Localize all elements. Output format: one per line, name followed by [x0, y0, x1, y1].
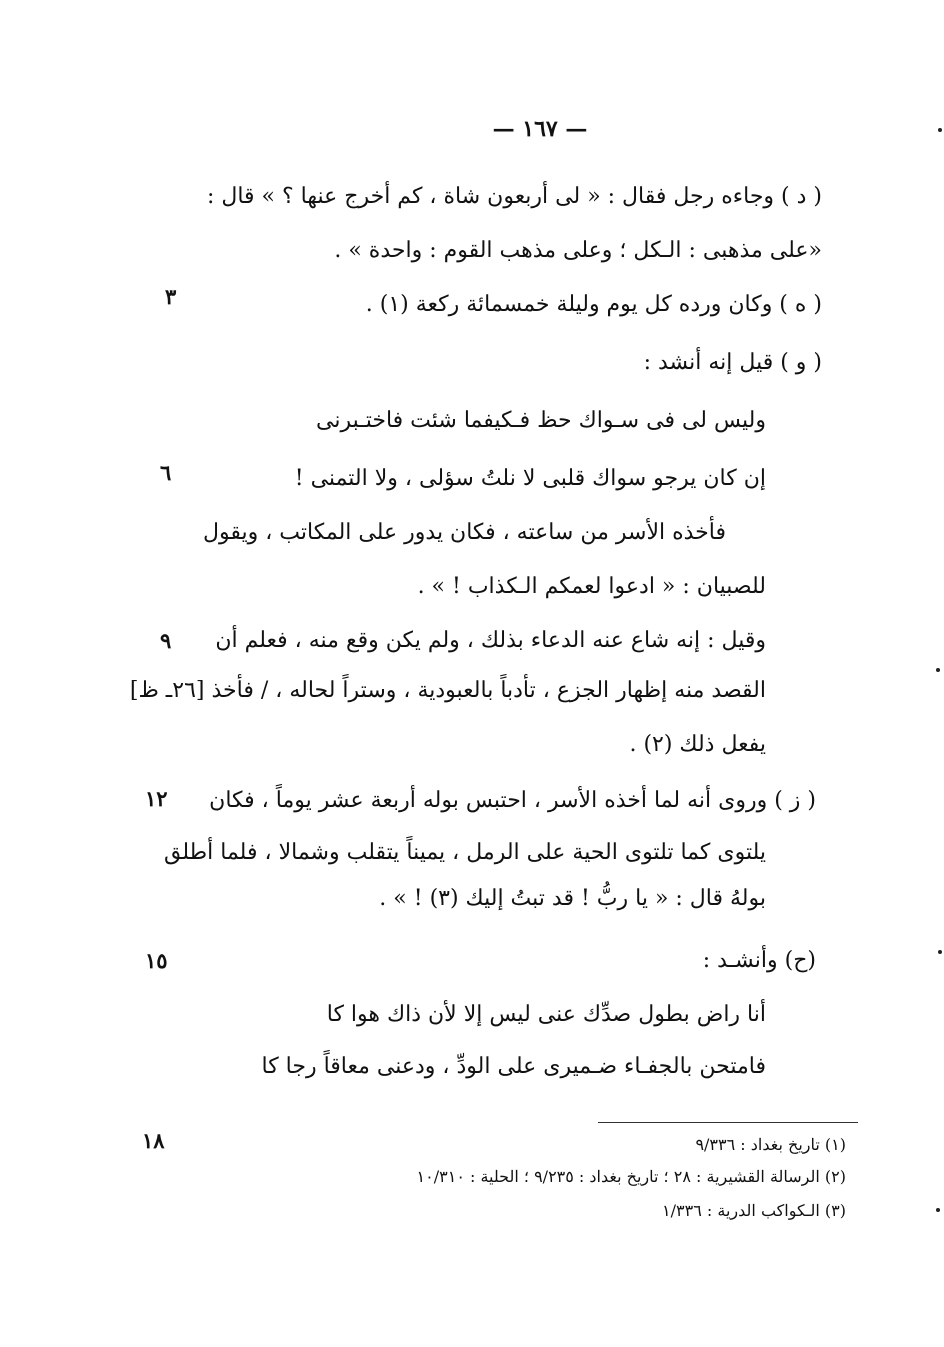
verse-line-2: إن كان يرجو سواك قلبى لا نلتُ سؤلى ، ولا التمنى ! [294, 466, 766, 491]
margin-number: ١٨ [142, 1128, 165, 1153]
text-line-1: ( د ) وجاءه رجل فقال : « لى أربعون شاة ، كم أخرج عنها ؟ » قال : [206, 184, 822, 209]
verse-line-3: أنا راض بطول صدِّك عنى ليس إلا لأن ذاك هوا كا [326, 1002, 766, 1027]
text-line-10: ( ز ) وروى أنه لما أخذه الأسر ، احتبس بوله أربعة عشر يوماً ، فكان [209, 788, 816, 813]
text-line-11: يلتوى كما تلتوى الحية على الرمل ، يميناً يتقلب وشمالا ، فلما أطلق [164, 840, 766, 865]
margin-number: ٩ [160, 628, 172, 653]
margin-number: ١٢ [145, 786, 168, 811]
footnote-1: (١) تاريخ بغداد : ٩/٣٣٦ [695, 1135, 846, 1154]
page-number: — ١٦٧ — [492, 116, 588, 142]
text-line-8: القصد منه إظهار الجزع ، تأدباً بالعبودية ، وستراً لحاله ، / فأخذ [٢٦ـ ظ] [129, 678, 766, 703]
footnote-2: (٢) الرسالة القشيرية : ٢٨ ؛ تاريخ بغداد : ٩/٢٣٥ ؛ الحلية : ١٠/٣١٠ [416, 1167, 846, 1186]
scan-speck [936, 668, 940, 672]
scan-speck [936, 1208, 940, 1212]
text-line-2: «على مذهبى : الـكل ؛ وعلى مذهب القوم : واحدة » . [334, 238, 822, 263]
scan-speck [938, 128, 942, 132]
margin-number: ٣ [165, 284, 177, 309]
footnote-3: (٣) الـكواكب الدرية : ١/٣٣٦ [662, 1201, 846, 1220]
margin-number: ١٥ [145, 948, 168, 973]
text-line-4: ( و ) قيل إنه أنشد : [643, 350, 822, 375]
text-line-6: للصبيان : « ادعوا لعمكم الـكذاب ! » . [417, 574, 766, 599]
text-line-3: ( ه ) وكان ورده كل يوم وليلة خمسمائة ركعة (١) . [365, 292, 822, 317]
scan-speck [938, 950, 942, 954]
text-line-5: فأخذه الأسر من ساعته ، فكان يدور على المكاتب ، ويقول [202, 520, 726, 545]
footnote-rule [598, 1122, 858, 1123]
verse-line-4: فامتحن بالجفـاء ضـميرى على الودِّ ، ودعنى معاقاً رجا كا [261, 1054, 766, 1079]
verse-line-1: وليس لى فى سـواك حظ فـكيفما شئت فاختـبرنى [316, 408, 766, 433]
text-line-9: يفعل ذلك (٢) . [629, 732, 766, 757]
text-line-7: وقيل : إنه شاع عنه الدعاء بذلك ، ولم يكن وقع منه ، فعلم أن [215, 628, 766, 653]
text-line-13: (ح) وأنشـد : [702, 948, 816, 973]
text-line-12: بولهُ قال : « يا ربُّ ! قد تبتُ إليك (٣) ! » . [379, 886, 766, 911]
margin-number: ٦ [160, 460, 172, 485]
